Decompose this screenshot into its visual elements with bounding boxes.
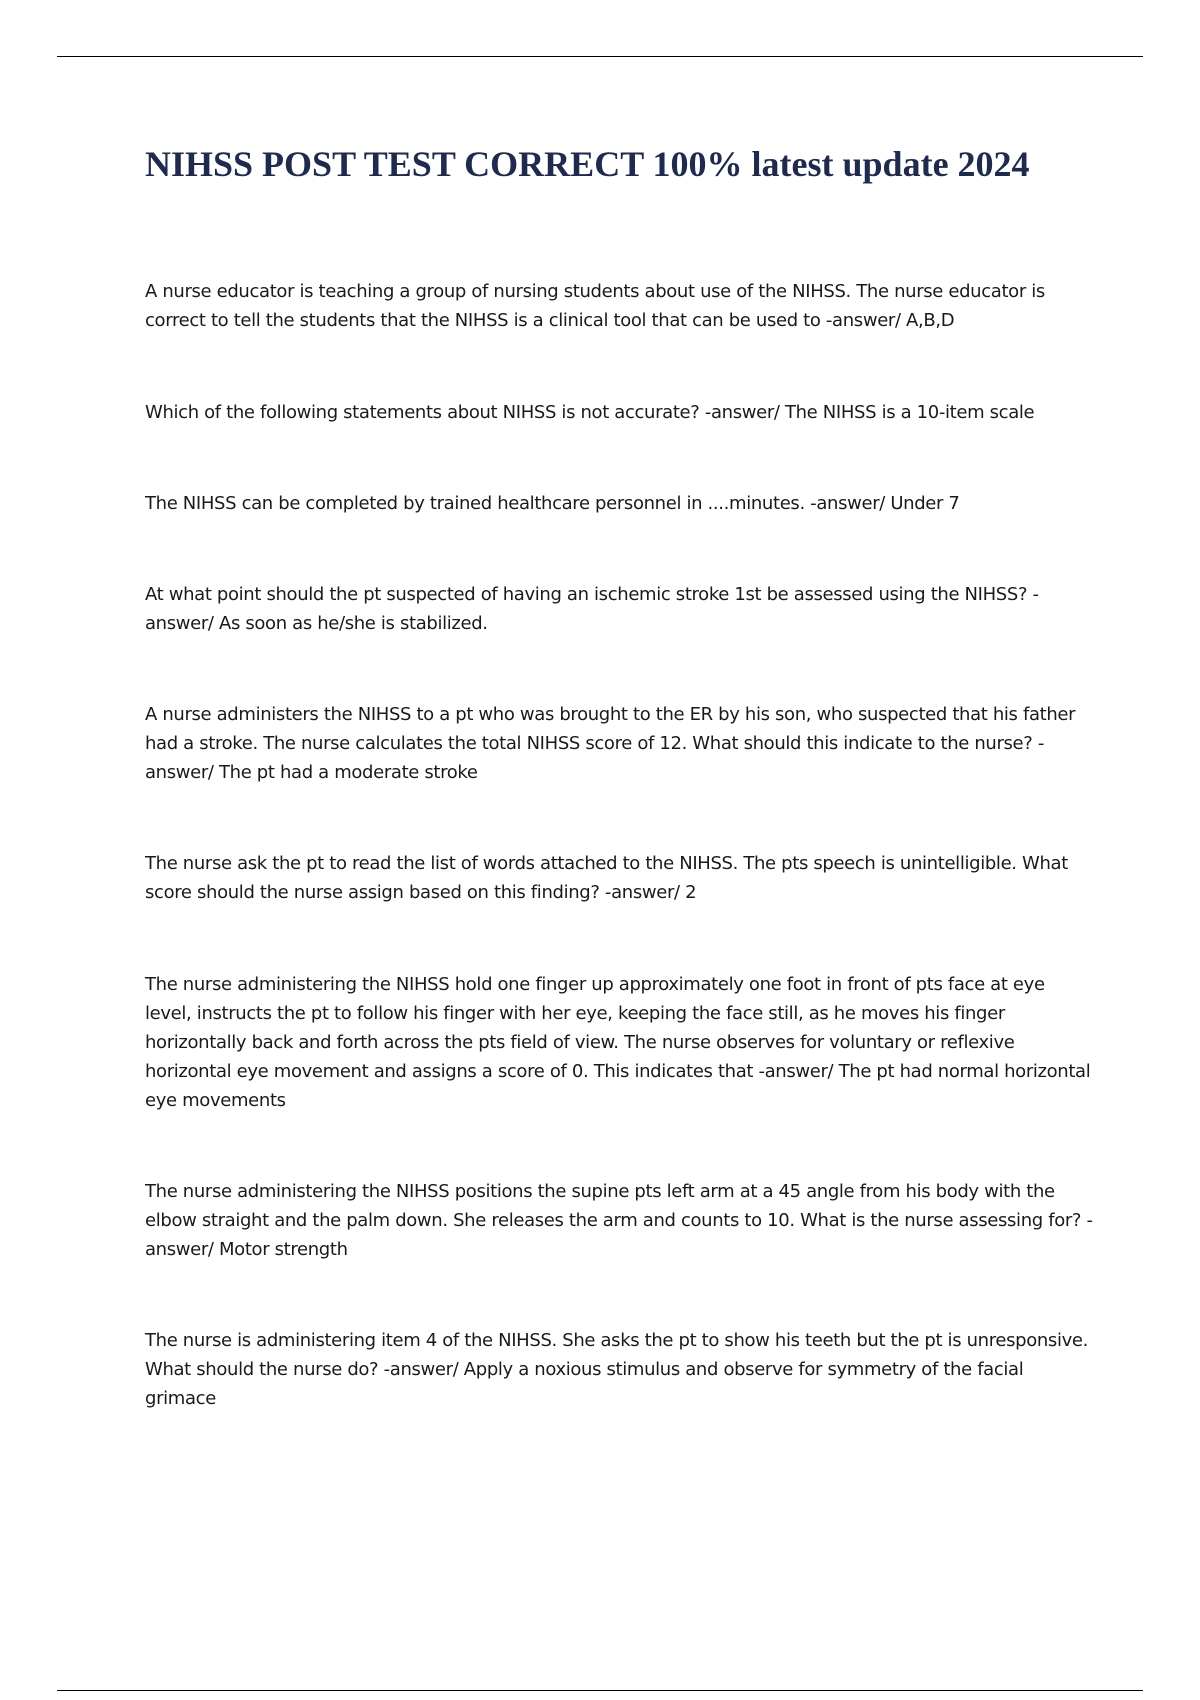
question-5: A nurse administers the NIHSS to a pt who was brought to the ER by his son, who suspected that his father had a stroke. The nurse calculates the total NIHSS score of 12. What should this indicate to the nurse? -answer/ The pt had a moderate stroke — [145, 704, 1076, 783]
question-3: The NIHSS can be completed by trained healthcare personnel in ....minutes. -answer/ Under 7 — [145, 493, 960, 514]
question-6: The nurse ask the pt to read the list of words attached to the NIHSS. The pts speech is unintelligible. What score should the nurse assign based on this finding? -answer/ 2 — [145, 853, 1068, 903]
question-7: The nurse administering the NIHSS hold one finger up approximately one foot in front of pts face at eye level, instructs the pt to follow his finger with her eye, keeping the face still, as he moves his finger horizontally back and forth across the pts field of view. The nurse observes for voluntary or reflexive horizontal eye movement and assigns a score of 0. This indicates that -answer/ The pt had normal horizontal eye movements — [145, 974, 1091, 1111]
document-title: NIHSS POST TEST CORRECT 100% latest update 2024 — [145, 144, 1030, 184]
header-rule — [57, 56, 1143, 57]
question-1: A nurse educator is teaching a group of nursing students about use of the NIHSS. The nurse educator is correct to tell the students that the NIHSS is a clinical tool that can be used to -answer/ A,B,D — [145, 281, 1045, 331]
question-8: The nurse administering the NIHSS positions the supine pts left arm at a 45 angle from his body with the elbow straight and the palm down. She releases the arm and counts to 10. What is the nurse assessing for? -answer/ Motor strength — [145, 1181, 1093, 1260]
question-9: The nurse is administering item 4 of the NIHSS. She asks the pt to show his teeth but the pt is unresponsive. What should the nurse do? -answer/ Apply a noxious stimulus and observe for symmetry of the facial grimace — [145, 1330, 1089, 1409]
question-2: Which of the following statements about NIHSS is not accurate? -answer/ The NIHSS is a 10-item scale — [145, 402, 1035, 423]
question-4: At what point should the pt suspected of having an ischemic stroke 1st be assessed using the NIHSS? -answer/ As soon as he/she is stabilized. — [145, 584, 1039, 634]
footer-rule — [57, 1690, 1143, 1691]
